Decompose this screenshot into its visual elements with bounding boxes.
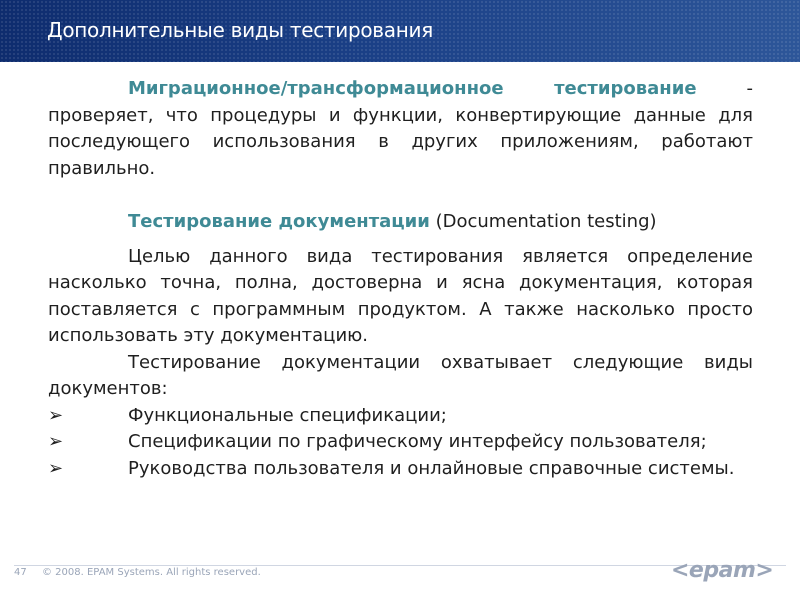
copyright-notice: © 2008. EPAM Systems. All rights reserved. — [42, 567, 261, 578]
spacer — [48, 182, 753, 209]
arrow-bullet-icon: ➢ — [48, 457, 64, 479]
slide-content — [48, 76, 753, 482]
epam-logo: <epam> — [671, 558, 774, 583]
list-item-text: Спецификации по графическому интерфейсу пользователя; — [128, 431, 707, 452]
migration-term: Миграционное/трансформационное тестирование — [128, 78, 697, 99]
list-item-text: Руководства пользователя и онлайновые справочные системы. — [128, 457, 735, 479]
documentation-paragraph-1: Целью данного вида тестирования является определение насколько точна, полна, достоверна и ясна документация, которая поставляется с программным продуктом. А также насколько просто использовать эту документацию. — [48, 245, 753, 346]
list-item — [48, 456, 753, 483]
slide-title: Дополнительные виды тестирования — [47, 18, 433, 42]
page-number: 47 — [14, 567, 27, 578]
migration-description: - проверяет, что процедуры и функции, конвертирующие данные для последующего использования в других приложениям, работают правильно. — [48, 78, 753, 179]
arrow-bullet-icon: ➢ — [48, 404, 64, 426]
list-item-text: Функциональные спецификации; — [128, 404, 447, 426]
arrow-bullet-icon: ➢ — [48, 431, 64, 452]
migration-paragraph — [48, 76, 753, 182]
slide-header — [0, 0, 800, 62]
documentation-term: Тестирование документации — [128, 211, 430, 232]
spacer — [48, 236, 753, 244]
slide-footer — [0, 558, 800, 600]
documentation-paragraph-2: Тестирование документации охватывает следующие виды документов: — [48, 351, 753, 399]
documentation-term-en: (Documentation testing) — [429, 211, 657, 232]
documentation-heading — [48, 209, 753, 236]
list-item — [48, 403, 753, 430]
list-item — [48, 429, 753, 456]
